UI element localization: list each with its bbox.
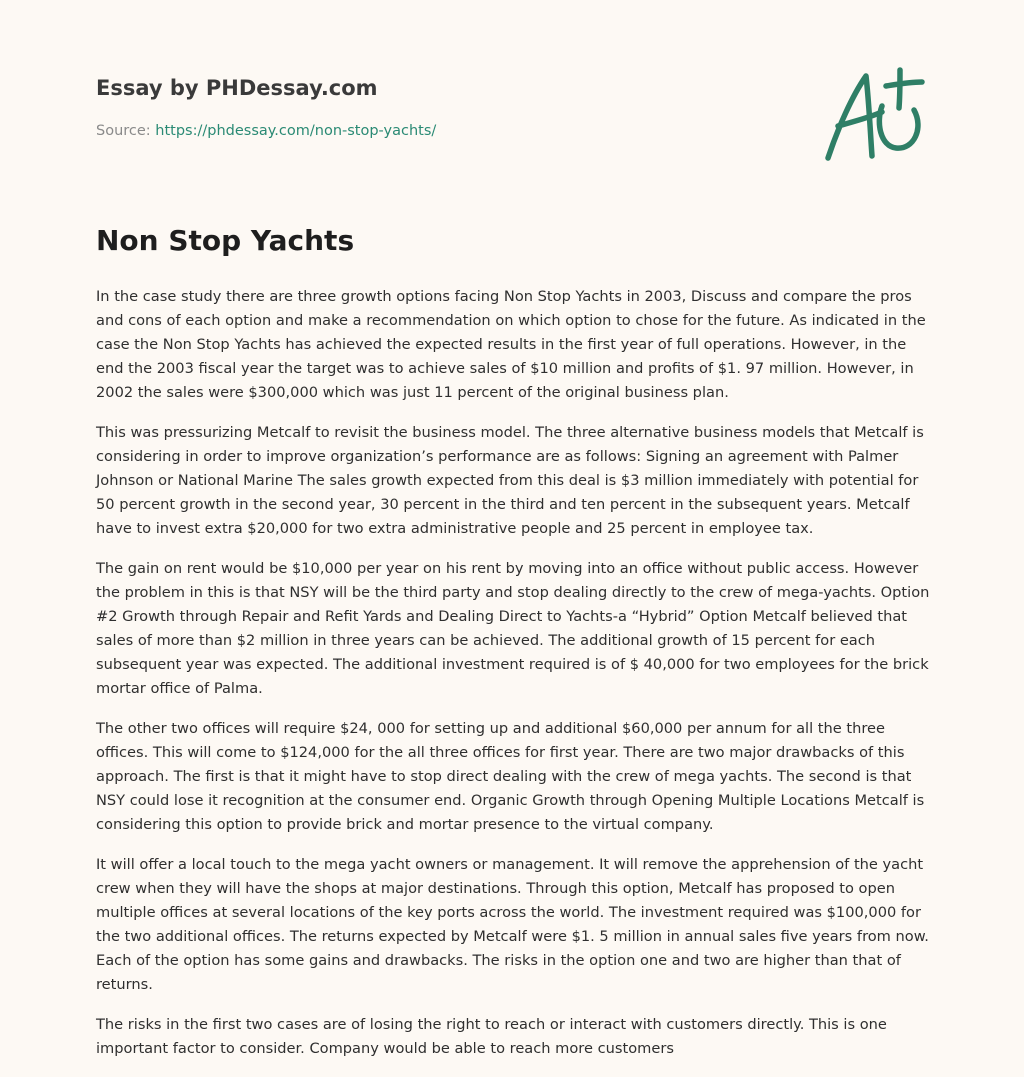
- a-plus-logo-icon: [822, 62, 932, 167]
- site-brand: Essay by PHDessay.com: [96, 76, 378, 100]
- source-link[interactable]: https://phdessay.com/non-stop-yachts/: [155, 123, 437, 139]
- essay-paragraph: The other two offices will require $24, 000 for setting up and additional $60,000 per annum for all the three offices. This will come to $124,000 for the all three offices for first year. There are two major drawbacks of this approach. The first is that it might have to stop direct dealing with the crew of mega yachts. The second is that NSY could lose it recognition at the consumer end. Organic Growth through Opening Multiple Locations Metcalf is considering this option to provide brick and mortar presence to the virtual company.: [96, 720, 925, 833]
- essay-paragraph: It will offer a local touch to the mega yacht owners or management. It will remove the apprehension of the yacht crew when they will have the shops at major destinations. Through this option, Metcalf has proposed to open multiple offices at several locations of the key ports across the world. The investment required was $100,000 for the two additional offices. The returns expected by Metcalf were $1. 5 million in annual sales five years from now. Each of the option has some gains and drawbacks. The risks in the option one and two are higher than that of returns.: [96, 856, 929, 993]
- essay-paragraph: In the case study there are three growth options facing Non Stop Yachts in 2003, Discuss and compare the pros and cons of each option and make a recommendation on which option to chose for the future. As indicated in the case the Non Stop Yachts has achieved the expected results in the first year of full operations. However, in the end the 2003 fiscal year the target was to achieve sales of $10 million and profits of $1. 97 million. However, in 2002 the sales were $300,000 which was just 11 percent of the original business plan.: [96, 288, 926, 401]
- essay-paragraph: This was pressurizing Metcalf to revisit the business model. The three alternative business models that Metcalf is considering in order to improve organization’s performance are as follows: Signing an agreement with Palmer Johnson or National Marine The sales growth expected from this deal is $3 million immediately with potential for 50 percent growth in the second year, 30 percent in the third and ten percent in the subsequent years. Metcalf have to invest extra $20,000 for two extra administrative people and 25 percent in employee tax.: [96, 424, 924, 537]
- essay-body: [96, 285, 930, 1077]
- source-line: [96, 123, 436, 139]
- essay-paragraph: The gain on rent would be $10,000 per year on his rent by moving into an office without public access. However the problem in this is that NSY will be the third party and stop dealing directly to the crew of mega-yachts. Option #2 Growth through Repair and Refit Yards and Dealing Direct to Yachts-a “Hybrid” Option Metcalf believed that sales of more than $2 million in three years can be achieved. The additional growth of 15 percent for each subsequent year was expected. The additional investment required is of $ 40,000 for two employees for the brick mortar office of Palma.: [96, 560, 930, 697]
- source-label: Source:: [96, 123, 156, 139]
- essay-title: Non Stop Yachts: [96, 224, 355, 257]
- essay-paragraph: The risks in the first two cases are of losing the right to reach or interact with customers directly. This is one important factor to consider. Company would be able to reach more customers: [96, 1016, 887, 1057]
